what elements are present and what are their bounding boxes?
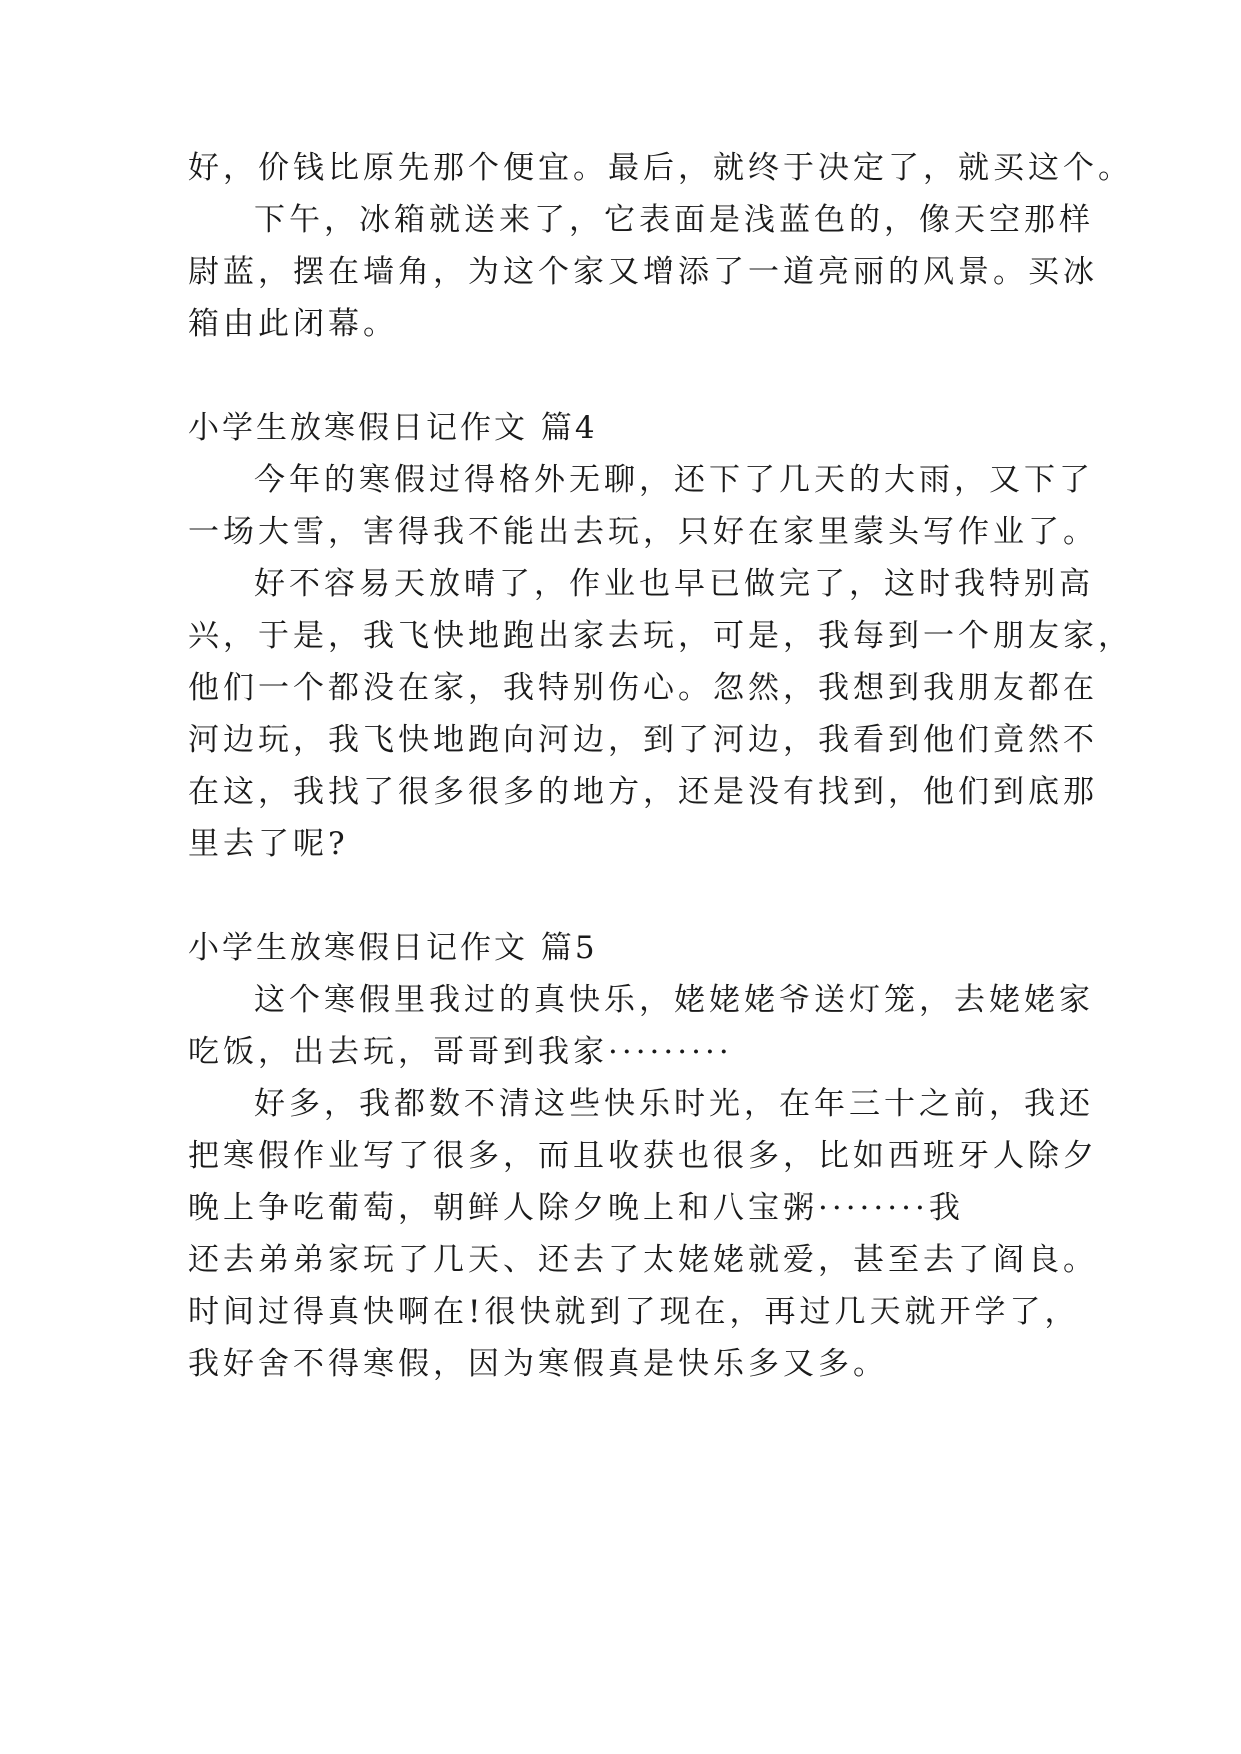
- paragraph-line: 吃饭，出去玩，哥哥到我家·········: [188, 1034, 733, 1070]
- paragraph-line: 把寒假作业写了很多，而且收获也很多，比如西班牙人除夕: [188, 1138, 1098, 1174]
- paragraph-line: 我好舍不得寒假，因为寒假真是快乐多又多。: [188, 1346, 888, 1382]
- paragraph-line: 好不容易天放晴了，作业也早已做完了，这时我特别高: [254, 566, 1094, 602]
- paragraph-line: 他们一个都没在家，我特别伤心。忽然，我想到我朋友都在: [188, 670, 1098, 706]
- paragraph-line: 河边玩，我飞快地跑向河边，到了河边，我看到他们竟然不: [188, 722, 1098, 758]
- paragraph-line: 时间过得真快啊在!很快就到了现在，再过几天就开学了，: [188, 1294, 1080, 1330]
- paragraph-line: 尉蓝，摆在墙角，为这个家又增添了一道亮丽的风景。买冰: [188, 254, 1098, 290]
- paragraph-line: 还去弟弟家玩了几天、还去了太姥姥就爱，甚至去了阎良。: [188, 1242, 1098, 1278]
- paragraph-line: 里去了呢?: [188, 826, 349, 862]
- paragraph-line: 今年的寒假过得格外无聊，还下了几天的大雨，又下了: [254, 462, 1094, 498]
- paragraph-line: 晚上争吃葡萄，朝鲜人除夕晚上和八宝粥········我: [188, 1190, 964, 1226]
- paragraph-line: 好，价钱比原先那个便宜。最后，就终于决定了，就买这个。: [188, 150, 1133, 186]
- section-title: 小学生放寒假日记作文 篇4: [188, 410, 598, 446]
- paragraph-line: 这个寒假里我过的真快乐，姥姥姥爷送灯笼，去姥姥家: [254, 982, 1094, 1018]
- paragraph-line: 一场大雪，害得我不能出去玩，只好在家里蒙头写作业了。: [188, 514, 1098, 550]
- paragraph-line: 在这，我找了很多很多的地方，还是没有找到，他们到底那: [188, 774, 1098, 810]
- paragraph-line: 兴，于是，我飞快地跑出家去玩，可是，我每到一个朋友家，: [188, 618, 1133, 654]
- paragraph-line: 好多，我都数不清这些快乐时光，在年三十之前，我还: [254, 1086, 1094, 1122]
- section-title: 小学生放寒假日记作文 篇5: [188, 930, 598, 966]
- paragraph-line: 下午，冰箱就送来了，它表面是浅蓝色的，像天空那样: [254, 202, 1094, 238]
- paragraph-line: 箱由此闭幕。: [188, 306, 398, 342]
